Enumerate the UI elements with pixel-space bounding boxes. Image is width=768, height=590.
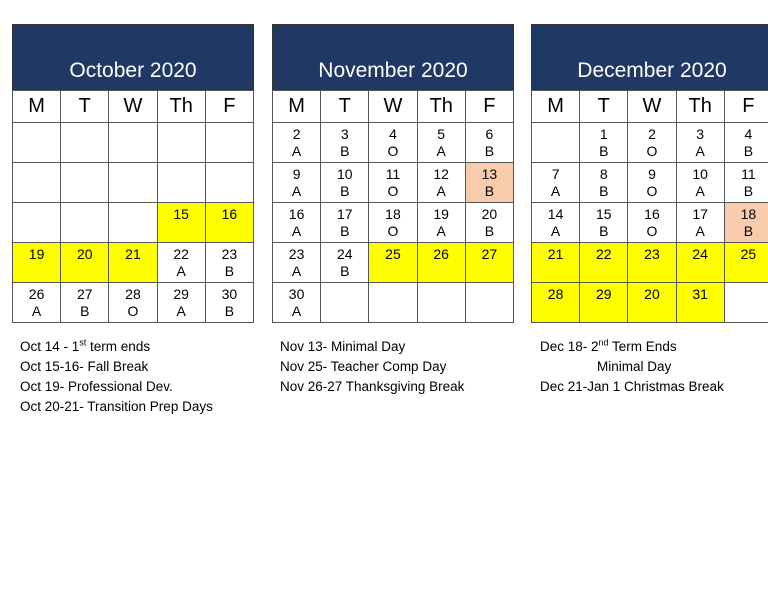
week-row [273,163,514,203]
day-number [13,123,60,126]
note-ordinal: nd [598,337,609,348]
day-letter: B [80,303,90,319]
day-number: 25 [740,246,757,262]
day-cell [580,203,628,243]
day-cell [369,123,417,163]
day-cell [13,203,61,243]
day-number: 15 [173,206,189,222]
day-cell [157,243,205,283]
day-cell [369,163,417,203]
weekday-header: M [13,91,61,123]
note-text: Oct 19- Professional Dev. [20,379,173,394]
day-number [321,283,368,286]
weekday-header: T [580,91,628,123]
calendar-note [280,337,464,357]
note-text: Nov 13- Minimal Day [280,339,406,354]
day-number: 5 [437,126,446,142]
day-number: 18 [740,206,757,222]
day-letter: A [436,223,446,239]
calendar-note [540,337,724,357]
day-cell [109,243,157,283]
day-letter: O [387,143,399,159]
day-letter: A [291,143,302,159]
calendar-note [20,357,213,377]
day-number: 11 [741,166,756,182]
day-number: 17 [336,206,353,222]
day-letter: O [127,303,139,319]
week-row [13,203,254,243]
day-number: 7 [551,166,560,182]
day-cell [321,283,369,323]
weekday-row [273,91,514,123]
day-cell [628,203,676,243]
calendar-note [20,337,213,357]
day-number: 15 [595,206,612,222]
notes-november [280,337,464,397]
week-row [532,163,768,203]
day-cell [628,283,676,323]
day-cell [532,243,580,283]
day-letter: A [436,143,446,159]
week-row [273,243,514,283]
day-cell [61,243,109,283]
day-cell [13,243,61,283]
day-cell [580,123,628,163]
day-cell [273,283,321,323]
note-text: Dec 21-Jan 1 Christmas Break [540,379,724,394]
day-number [206,163,253,166]
day-cell [109,203,157,243]
day-letter: O [387,223,399,239]
day-cell [465,123,513,163]
week-row [532,243,768,283]
week-row [13,163,254,203]
note-text-end: term ends [86,339,151,354]
day-cell [205,123,253,163]
day-letter: B [599,223,609,239]
calendar-grid [531,90,768,323]
note-text: Oct 20-21- Transition Prep Days [20,399,213,414]
calendar-grid [12,90,254,323]
day-number: 20 [644,286,660,302]
day-number: 28 [547,286,564,302]
notes-december [540,337,724,397]
day-letter: A [550,223,561,239]
calendar-note [20,397,213,417]
day-cell [628,243,676,283]
day-cell [676,123,724,163]
weekday-header: Th [676,91,724,123]
calendar-note [540,357,724,377]
notes-october [20,337,213,417]
day-cell [369,203,417,243]
day-letter: B [484,143,495,159]
day-number: 6 [485,126,494,142]
month-title: October 2020 [12,24,254,90]
day-letter: B [340,143,350,159]
day-letter: A [176,263,186,279]
day-cell [157,163,205,203]
day-number: 20 [481,206,498,222]
calendar-note [280,357,464,377]
day-number: 27 [481,246,498,262]
day-cell [532,123,580,163]
day-letter: O [387,183,399,199]
day-number: 1 [599,126,608,142]
day-letter: B [224,263,235,279]
day-cell [417,203,465,243]
day-number: 23 [644,246,660,262]
month-december [531,24,768,323]
week-row [532,283,768,323]
day-number [61,123,108,126]
day-number: 4 [389,126,397,142]
day-cell [369,243,417,283]
note-text: Dec 18- 2 [540,339,599,354]
calendar-note [20,377,213,397]
day-number [725,283,768,286]
day-number: 24 [692,246,708,262]
day-letter: A [31,303,42,319]
day-letter: A [550,183,561,199]
day-cell [369,283,417,323]
day-number: 19 [433,206,449,222]
weekday-header: W [109,91,157,123]
day-letter: B [340,263,350,279]
day-cell [157,283,205,323]
day-cell [13,163,61,203]
day-number [109,123,156,126]
weekday-header: F [724,91,768,123]
day-number [158,163,205,166]
day-number: 13 [481,166,498,182]
day-number [13,203,60,206]
day-number: 26 [28,286,45,302]
day-cell [417,283,465,323]
calendar-grid [272,90,514,323]
day-letter: A [695,183,705,199]
day-number: 9 [292,166,301,182]
day-number: 27 [76,286,93,302]
day-cell [417,123,465,163]
day-cell [580,243,628,283]
day-number: 3 [696,126,705,142]
day-cell [628,123,676,163]
day-cell [417,163,465,203]
day-cell [109,163,157,203]
day-number: 22 [173,246,189,262]
day-number: 30 [221,286,238,302]
day-number: 23 [288,246,305,262]
weekday-header: Th [157,91,205,123]
weekday-header: M [532,91,580,123]
day-number: 21 [125,246,141,262]
week-row [13,243,254,283]
day-cell [532,203,580,243]
week-row [273,123,514,163]
day-letter: B [224,303,235,319]
note-text: Oct 14 - 1 [20,339,80,354]
day-cell [724,243,768,283]
day-letter: O [646,143,658,159]
day-number: 29 [173,286,189,302]
day-cell [465,163,513,203]
day-cell [724,283,768,323]
day-number [418,283,465,286]
day-cell [580,283,628,323]
day-cell [676,203,724,243]
day-cell [157,123,205,163]
day-number: 28 [125,286,141,302]
day-cell [580,163,628,203]
week-row [273,283,514,323]
day-cell [109,123,157,163]
day-letter: B [599,183,609,199]
day-cell [676,163,724,203]
day-letter: B [743,143,754,159]
day-number: 24 [336,246,353,262]
day-number: 10 [692,166,708,182]
day-letter: O [646,223,658,239]
day-number: 2 [292,126,301,142]
day-number: 30 [288,286,305,302]
day-letter: B [743,183,754,199]
day-cell [417,243,465,283]
day-cell [724,203,768,243]
day-letter: A [291,263,302,279]
day-number: 2 [648,126,656,142]
week-row [13,283,254,323]
day-number: 19 [28,246,45,262]
day-cell [205,203,253,243]
day-cell [628,163,676,203]
day-letter: A [695,143,705,159]
day-number: 17 [692,206,708,222]
weekday-header: F [465,91,513,123]
day-letter: B [340,183,350,199]
calendar-note [540,377,724,397]
weekday-header: W [369,91,417,123]
day-cell [465,283,513,323]
day-letter: B [484,183,495,199]
day-cell [61,123,109,163]
month-title: December 2020 [531,24,768,90]
day-cell [321,203,369,243]
day-cell [13,123,61,163]
week-row [273,203,514,243]
day-cell [273,243,321,283]
day-cell [321,243,369,283]
calendar-note [280,377,464,397]
day-number [61,203,108,206]
day-number: 12 [433,166,449,182]
day-cell [61,163,109,203]
day-number: 29 [595,286,612,302]
note-text: Nov 26-27 Thanksgiving Break [280,379,465,394]
note-ordinal: st [79,337,87,348]
note-text: Oct 15-16- Fall Break [20,359,149,374]
day-letter: B [599,143,609,159]
day-letter: A [695,223,705,239]
weekday-header: T [321,91,369,123]
day-number: 16 [644,206,660,222]
day-number: 8 [599,166,608,182]
weekday-header: T [61,91,109,123]
day-number: 26 [433,246,449,262]
day-number: 18 [385,206,401,222]
day-number: 9 [648,166,656,182]
day-cell [13,283,61,323]
day-number [109,203,156,206]
note-text: Nov 25- Teacher Comp Day [280,359,447,374]
day-number: 16 [288,206,305,222]
day-letter: B [484,223,495,239]
day-number: 25 [385,246,401,262]
day-cell [205,283,253,323]
day-number: 11 [385,166,401,182]
day-number [61,163,108,166]
day-number: 22 [595,246,612,262]
day-cell [61,203,109,243]
weekday-row [532,91,768,123]
day-cell [724,163,768,203]
day-letter: B [340,223,350,239]
day-cell [273,163,321,203]
week-row [13,123,254,163]
day-cell [724,123,768,163]
day-letter: A [291,223,302,239]
day-cell [532,283,580,323]
day-number: 20 [76,246,93,262]
day-cell [532,163,580,203]
day-cell [273,123,321,163]
day-number: 16 [221,206,238,222]
week-row [532,203,768,243]
day-number [109,163,156,166]
week-row [532,123,768,163]
weekday-header: W [628,91,676,123]
day-cell [273,203,321,243]
day-cell [465,243,513,283]
day-number [158,123,205,126]
day-letter: O [646,183,658,199]
day-number [206,123,253,126]
day-cell [157,203,205,243]
month-title: November 2020 [272,24,514,90]
weekday-header: Th [417,91,465,123]
day-letter: A [291,303,302,319]
day-number [532,123,579,126]
day-number: 23 [221,246,238,262]
day-cell [465,203,513,243]
day-cell [109,283,157,323]
day-cell [61,283,109,323]
weekday-row [13,91,254,123]
day-letter: A [291,183,302,199]
day-cell [676,243,724,283]
day-number [369,283,416,286]
day-number [13,163,60,166]
day-letter: B [743,223,754,239]
day-cell [321,123,369,163]
day-number: 4 [744,126,753,142]
day-number: 21 [547,246,564,262]
day-cell [205,163,253,203]
day-number [466,283,513,286]
month-october [12,24,254,323]
day-number: 3 [340,126,349,142]
day-letter: A [436,183,446,199]
weekday-header: M [273,91,321,123]
day-number: 10 [336,166,353,182]
day-letter: A [176,303,186,319]
weekday-header: F [205,91,253,123]
day-cell [676,283,724,323]
note-text-end: Term Ends [608,339,677,354]
day-cell [321,163,369,203]
day-number: 14 [547,206,564,222]
month-november [272,24,514,323]
day-number: 31 [692,286,708,302]
day-cell [205,243,253,283]
note-text: Minimal Day [597,359,672,374]
